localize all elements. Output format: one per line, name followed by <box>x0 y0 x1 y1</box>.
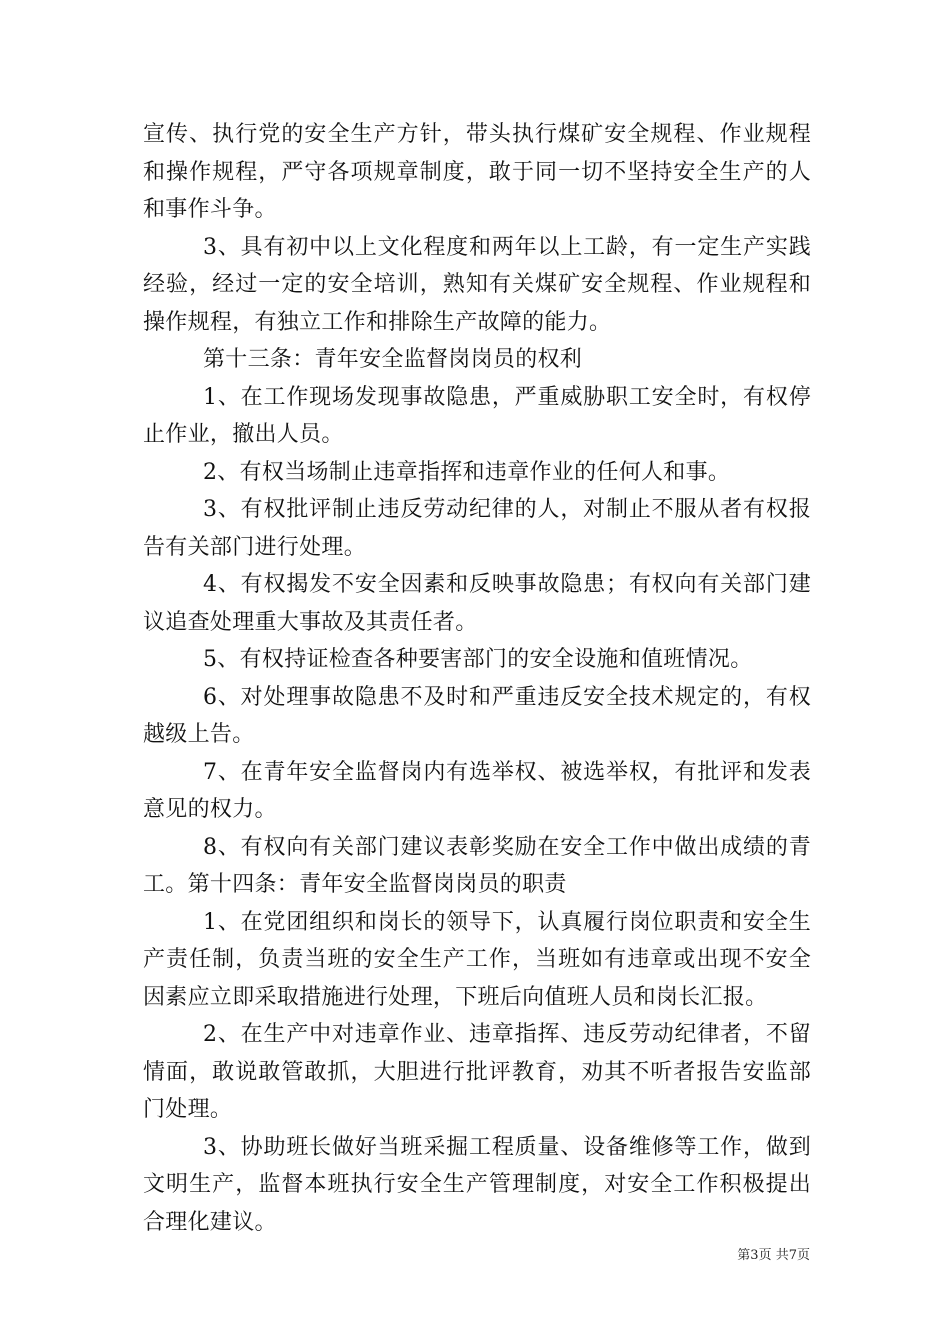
paragraph-right-2: 2、有权当场制止违章指挥和违章作业的任何人和事。 <box>203 459 731 485</box>
paragraph-continuation: 宣传、执行党的安全生产方针，带头执行煤矿安全规程、作业规程和操作规程，严守各项规章制度，敢于同一切不坚持安全生产的人和事作斗争。 <box>143 122 811 222</box>
paragraph-right-8-and-article-14: 8、有权向有关部门建议表彰奖励在安全工作中做出成绩的青工。第十四条：青年安全监督岗岗员的职责 <box>143 834 811 897</box>
footer-suffix: 页 <box>796 1248 810 1263</box>
footer-middle: 页 共 <box>758 1248 789 1263</box>
paragraph-right-6: 6、对处理事故隐患不及时和严重违反安全技术规定的，有权越级上告。 <box>143 684 811 747</box>
footer-current-page: 3 <box>750 1248 759 1263</box>
footer-prefix: 第 <box>737 1248 751 1263</box>
paragraph-duty-1: 1、在党团组织和岗长的领导下，认真履行岗位职责和安全生产责任制，负责当班的安全生产工作，当班如有违章或出现不安全因素应立即采取措施进行处理，下班后向值班人员和岗长汇报。 <box>143 909 811 1010</box>
document-body <box>143 116 811 1241</box>
page-number-footer <box>695 1247 810 1265</box>
paragraph-right-7: 7、在青年安全监督岗内有选举权、被选举权，有批评和发表意见的权力。 <box>143 759 811 822</box>
paragraph-duty-2: 2、在生产中对违章作业、违章指挥、违反劳动纪律者，不留情面，敢说敢管敢抓，大胆进行批评教育，劝其不听者报告安监部门处理。 <box>143 1022 811 1122</box>
section-heading-article-13: 第十三条：青年安全监督岗岗员的权利 <box>203 347 583 372</box>
paragraph-right-3: 3、有权批评制止违反劳动纪律的人，对制止不服从者有权报告有关部门进行处理。 <box>143 497 811 560</box>
footer-total-pages: 7 <box>788 1248 797 1263</box>
paragraph-item-3: 3、具有初中以上文化程度和两年以上工龄，有一定生产实践经验，经过一定的安全培训，熟知有关煤矿安全规程、作业规程和操作规程，有独立工作和排除生产故障的能力。 <box>143 234 811 335</box>
paragraph-duty-3: 3、协助班长做好当班采掘工程质量、设备维修等工作，做到文明生产，监督本班执行安全生产管理制度，对安全工作积极提出合理化建议。 <box>143 1134 811 1235</box>
paragraph-right-4: 4、有权揭发不安全因素和反映事故隐患；有权向有关部门建议追查处理重大事故及其责任者。 <box>143 572 811 635</box>
paragraph-right-1: 1、在工作现场发现事故隐患，严重威胁职工安全时，有权停止作业，撤出人员。 <box>143 384 811 447</box>
paragraph-right-5: 5、有权持证检查各种要害部门的安全设施和值班情况。 <box>203 647 753 672</box>
